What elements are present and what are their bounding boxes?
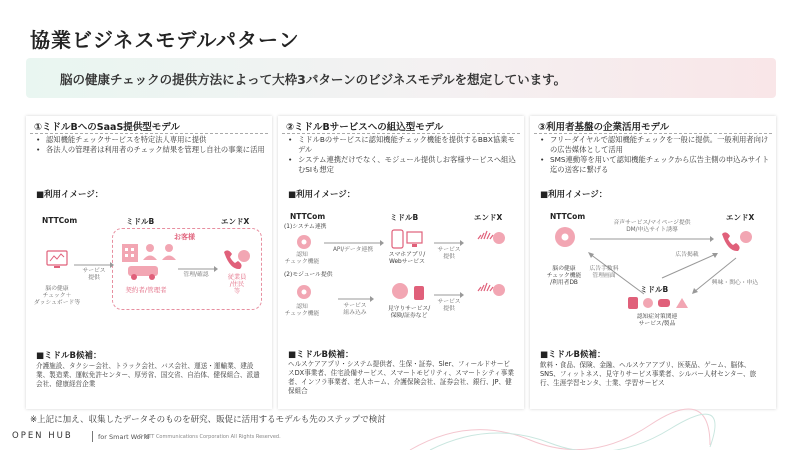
label-module-provide: (2)モジュール提供 (284, 272, 333, 278)
end-user-icon-2 (476, 280, 506, 302)
bullet: • SMS連動等を用いて認知機能チェックから広告主側の申込みサイト迄の送客に繋げる (540, 155, 770, 175)
label-brain-check-db: 脳の健康 チェック機能 /利用者DB (546, 266, 582, 286)
summary-text: 脳の健康チェックの提供方法によって大枠3パターンのビジネスモデルを想定しています。 (60, 72, 567, 87)
arrow-api (324, 240, 384, 246)
label-ad-placement: 広告掲載 (675, 252, 699, 258)
footer-tagline: for Smart World (98, 433, 150, 441)
phone-user-icon (222, 246, 252, 270)
bullet: • システム連携だけでなく、モジュール提供しお客様サービスへ組込むSIも想定 (288, 155, 518, 175)
label-app-web: スマホアプリ/ Webサービス (388, 252, 426, 265)
middle-b-candidates-heading: ■ミドルB候補： (540, 350, 606, 360)
candidates-text: ヘルスケアアプリ・システム提供者、生保・証券、Sler、フィールドサービスDX事業者、住宅設備サービス、スマートモビリティ、スマートシティ事業者、インフラ事業者、老人ホーム、介護保険会社、証券会社、銀行、JP、健保組合 (288, 360, 514, 395)
label-interest: 興味・関心・申込 (711, 280, 759, 286)
label-nttcom: NTTCom (290, 212, 326, 221)
usage-image-heading: ■利用イメージ： (540, 190, 608, 200)
middle-b-candidates-heading: ■ミドルB候補： (36, 351, 102, 361)
label-middle-b: ミドルB (390, 213, 419, 222)
label-dashboard: 脳の健康 チェック＋ ダッシュボード等 (33, 286, 81, 306)
arrow-provide-1 (434, 240, 464, 246)
label-nttcom: NTTCom (550, 212, 586, 221)
middle-b-candidates-heading: ■ミドルB候補： (288, 350, 354, 360)
panel-heading: ②ミドルBサービスへの組込型モデル (286, 122, 444, 133)
usage-image-heading: ■利用イメージ： (288, 190, 356, 200)
head-gear-icon (296, 234, 312, 250)
label-end-x: エンドX (726, 213, 755, 222)
bullet: • 各法人の管理者は利用者のチェック結果を管理し自社の事業に活用 (36, 145, 266, 155)
panel-saas-model (26, 116, 272, 409)
open-hub-logo: OPEN HUB (12, 431, 73, 441)
label-end-x: エンドX (221, 217, 250, 226)
panel-heading: ①ミドルBへのSaaS提供型モデル (34, 122, 180, 133)
watch-service-icons (388, 282, 428, 304)
label-provide: サービス 提供 (82, 268, 106, 281)
label-middle-b: ミドルB (126, 217, 155, 226)
arrow-voice-service (590, 236, 714, 242)
bullet: • 認知機能チェックサービスを特定法人専用に提供 (36, 135, 266, 145)
label-api-data: API/データ連携 (332, 247, 374, 253)
page-title: 協業ビジネスモデルパターン (30, 28, 300, 52)
panel-embedded-model (278, 116, 524, 409)
arrow-provide-2 (434, 292, 464, 298)
panel-bullets (36, 135, 266, 155)
label-services: 見守りサービス/ 保険/証券など (387, 306, 431, 319)
arrow-embed (338, 296, 374, 302)
label-end-x: エンドX (474, 213, 503, 222)
label-customer: お客様 (174, 233, 195, 241)
label-related-services: 認知症対策関連 サービス/製品 (636, 314, 678, 327)
head-gear-icon-2 (296, 284, 312, 300)
enterprise-icons (120, 240, 180, 280)
label-check-function-2: 認知 チェック機能 (284, 304, 320, 317)
label-end-users: 従業員 /住民 等 (227, 274, 247, 295)
end-user-icon-1 (476, 228, 506, 250)
candidates-text: 飲料・食品、保険、金融、ヘルスケアアプリ、医薬品、ゲーム、脳体、SNS、フィットネス、見守りサービス事業者、シルバー人材センター、旅行、生涯学習センタ、士業、学習サービス (540, 361, 757, 387)
footer-divider (92, 431, 93, 442)
phone-user-icon (720, 226, 754, 252)
heading-divider (282, 133, 520, 134)
label-check-function-1: 認知 チェック機能 (284, 252, 320, 265)
label-contract-manager: 契約者/管理者 (125, 286, 167, 294)
heading-divider (30, 133, 268, 134)
dashboard-monitor-icon (46, 250, 68, 270)
footnote: ※上記に加え、収集したデータそのものを研究、販促に活用するモデルも先のステップで検討 (30, 415, 386, 425)
bullet: • ミドルBのサービスに認知機能チェック機能を提供するBBX協業モデル (288, 135, 518, 155)
panel-bullets (288, 135, 518, 175)
usage-image-heading: ■利用イメージ： (36, 190, 104, 200)
label-system-link: (1)システム連携 (284, 224, 327, 230)
candidates-text: 介護施設、タクシー会社、トラック会社、バス会社、運送・運輸業、建設業、製造業、運転免許センター、厚労省、国交省、自治体、健保組合、派遣会社、健康経営企業 (36, 362, 260, 388)
arrow-interest (690, 256, 740, 296)
heading-divider (534, 133, 772, 134)
label-provide-1: サービス 提供 (437, 247, 461, 260)
label-embed: サービス 組み込み (343, 303, 367, 316)
panel-user-base-model (530, 116, 776, 409)
phone-web-icon (390, 228, 424, 250)
bullet: • フリーダイヤルで認知機能チェックを一般に提供。一般利用者向けの広告媒体として活用 (540, 135, 770, 155)
product-icons (626, 294, 690, 312)
copyright-text: © NTT Communications Corporation All Rights Reserved. (138, 434, 281, 440)
label-ad-fee: 広告手数料 管理画面 (589, 266, 619, 279)
label-provide-2: サービス 提供 (437, 299, 461, 312)
panel-bullets (540, 135, 770, 175)
head-gear-icon (554, 226, 576, 248)
label-middle-b: ミドルB (640, 285, 669, 294)
summary-banner (26, 58, 776, 98)
decorative-wave-lines (410, 395, 710, 450)
label-manage: 管理/確認 (183, 272, 209, 278)
label-voice-service: 音声サービス/マイページ提供 DM/申込サイト誘導 (613, 220, 691, 233)
panel-heading: ③利用者基盤の企業活用モデル (538, 122, 670, 133)
label-nttcom: NTTCom (42, 216, 78, 225)
